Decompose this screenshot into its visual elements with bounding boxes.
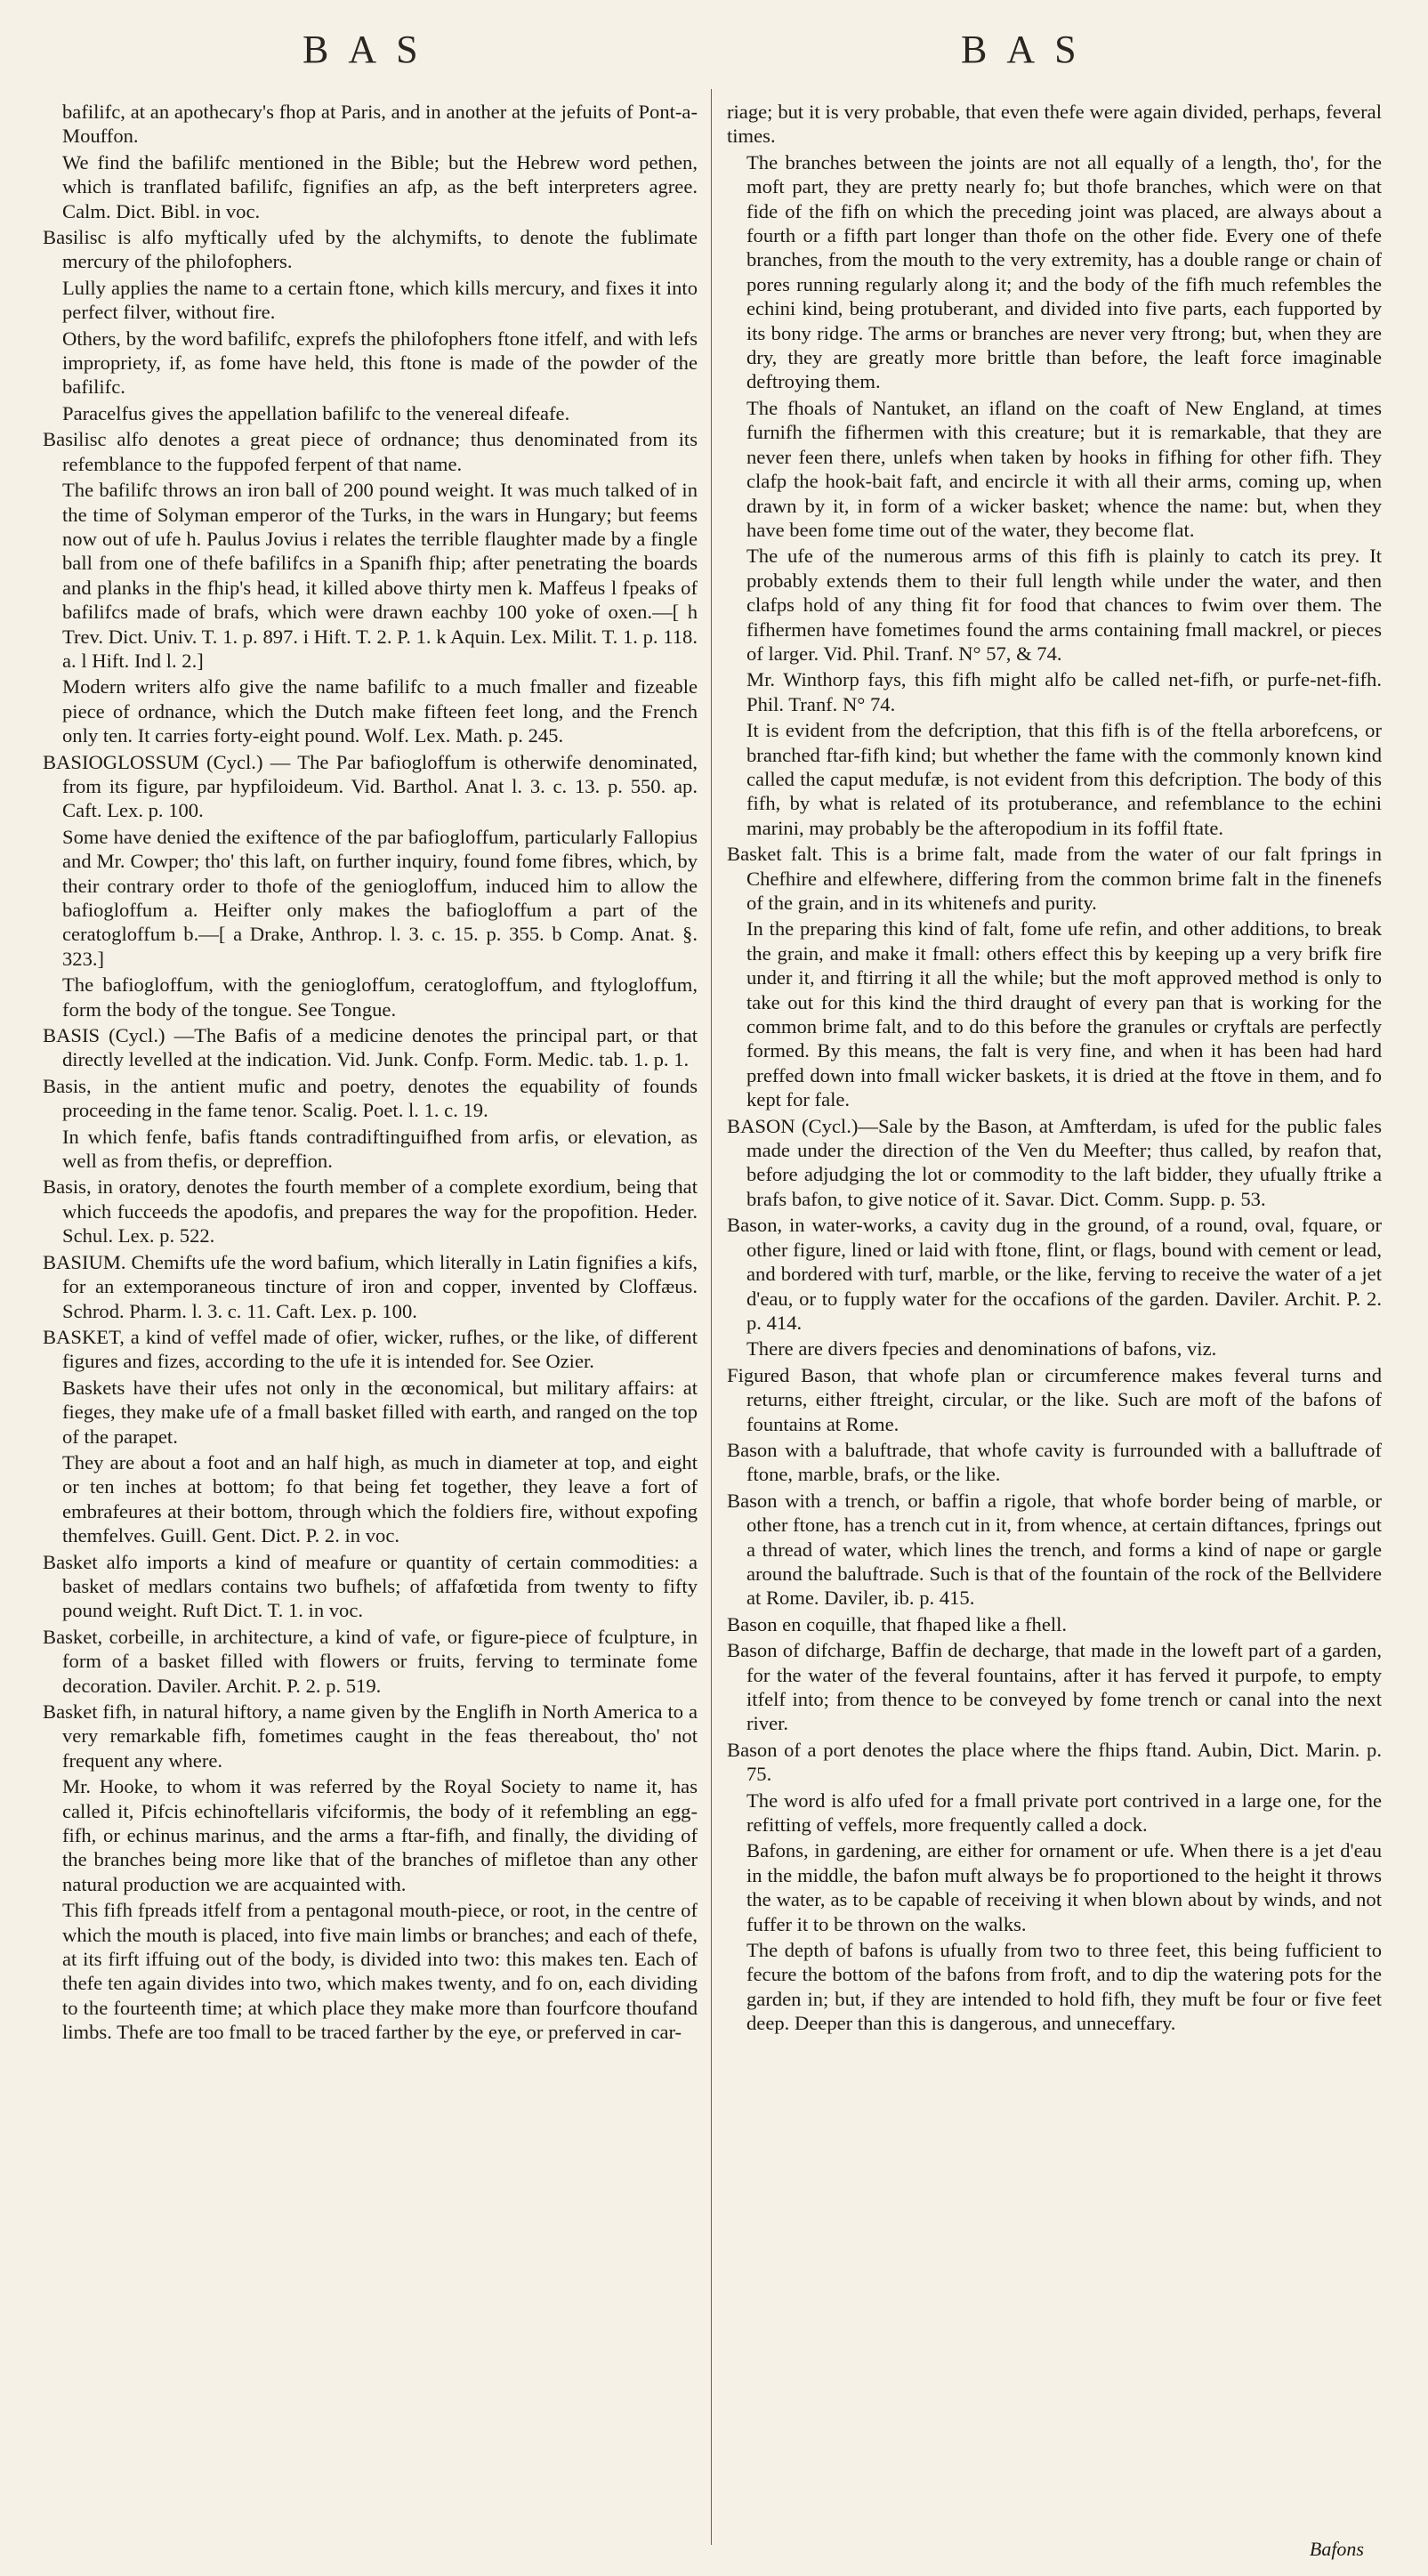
entry-paragraph: BASON (Cycl.)—Sale by the Bason, at Amfterdam, is ufed for the public fales made under the direction of the Ven du Meefter; thus called, by reafon that, before adjudging the lot or commodity to the laft bidder, they ufually ftrike a brafs bafon, to give notice of it. Savar. Dict. Comm. Supp. p. 53. (727, 1114, 1382, 1210)
entry-paragraph: Figured Bason, that whofe plan or circumference makes feveral turns and returns, either ftreight, circular, or the like. Such are moft of the bafons of fountains at Rome. (727, 1363, 1382, 1435)
entry-paragraph: Bason, in water-works, a cavity dug in the ground, of a round, oval, fquare, or other figure, lined or laid with ftone, flint, or flags, bound with cement or lead, and bordered with turf, marble, or the like, ferving to receive the water of a jet d'eau, or to fupply water for the occafions of the garden. Daviler. Archit. P. 2. p. 414. (727, 1214, 1382, 1334)
text-paragraph: It is evident from the defcription, that this fifh is of the ftella arborefcens, or branched ftar-fifh kind; but whether the fame with the commonly known kind called the caput medufæ, is not evident from this defcription. The body of this fifh, by what is related of its protuberance, and refemblance to the echini marini, may probably be the afteropodium in its foffil ftate. (746, 719, 1382, 839)
text-paragraph: Paracelfus gives the appellation bafilifc to the venereal difeafe. (62, 401, 570, 424)
text-paragraph: The fhoals of Nantuket, an ifland on the coaft of New England, at times furnifh the fifhermen with this creature; but it is remarkable, that they are never feen there, unlefs when taken by hooks in fifhing for other fifh. They clafp the hook-bait faft, and encircle it with all their arms, coming up, when drawn by it, in form of a wicker basket; whence the name: but, when they have been fome time out of the water, they become flat. (746, 396, 1382, 541)
text-paragraph: Baskets have their ufes not only in the œconomical, but military affairs: at fieges, they make ufe of a fmall basket filled with earth, and ranged on the top of the parapet. (62, 1376, 698, 1448)
entry-paragraph: Basilisc is alfo myftically ufed by the alchymifts, to denote the fublimate mercury of the philofophers. (43, 226, 698, 273)
entry-paragraph: BASKET, a kind of veffel made of ofier, wicker, rufhes, or the like, of different figures and fizes, according to the ufe it is intended for. See Ozier. (43, 1325, 698, 1373)
text-paragraph: Lully applies the name to a certain ftone, which kills mercury, and fixes it into perfect filver, without fire. (62, 276, 698, 324)
running-head-left: BAS (303, 28, 438, 71)
entry-paragraph: Basket, corbeille, in architecture, a kind of vafe, or figure-piece of fculpture, in form of a basket filled with flowers or fruits, ferving to terminate fome decoration. Daviler. Archit. P. 2. p. 519. (43, 1625, 698, 1697)
entry-paragraph: Basis, in oratory, denotes the fourth member of a complete exordium, being that which fucceeds the apodofis, and prepares the way for the propofition. Heder. Schul. Lex. p. 522. (43, 1175, 698, 1248)
text-paragraph: Bafons, in gardening, are either for ornament or ufe. When there is a jet d'eau in the middle, the bafon muft always be fo proportioned to the height it throws the water, as to be capable of receiving it when blown about by winds, and not fuffer it to be thrown on the walks. (746, 1839, 1382, 1935)
column-divider (711, 89, 712, 2545)
text-paragraph: The branches between the joints are not all equally of a length, tho', for the moft part, they are pretty nearly fo; but thofe branches, which were on that fide of the fifh on which the preceding joint was placed, are always about a fourth or a fifth part longer than thofe on the other fide. Every one of thefe branches, from the mouth to the very extremity, has a double range or chain of pores running regularly along it; and the body of the fifh much refembles the echini kind, being protuberant, and divided into five parts, each fupported by its bony ridge. The arms or branches are never very ftrong; but, when they are dry, they are greatly more brittle than before, the leaft force imaginable deftroying them. (746, 150, 1382, 393)
text-paragraph: There are divers fpecies and denominations of bafons, viz. (746, 1337, 1217, 1361)
entry-paragraph: Bason with a baluftrade, that whofe cavity is furrounded with a balluftrade of ftone, marble, brafs, or the like. (727, 1438, 1382, 1486)
entry-paragraph: Bason with a trench, or baffin a rigole, that whofe border being of marble, or other ftone, has a trench cut in it, from whence, at certain diftances, fprings out a thread of water, which lines the trench, and forms a kind of nape or gargle around the baluftrade. Such is that of the fountain of the rock of the Bellvidere at Rome. Daviler, ib. p. 415. (727, 1489, 1382, 1610)
running-head-right: BAS (961, 28, 1096, 71)
text-paragraph: The bafiogloffum, with the geniogloffum, ceratogloffum, and ftylogloffum, form the body of the tongue. See Tongue. (62, 973, 698, 1021)
text-paragraph: Modern writers alfo give the name bafilifc to a much fmaller and fizeable piece of ordnance, which the Dutch make fifteen feet long, and the French only ten. It carries forty-eight pound. Wolf. Lex. Math. p. 245. (62, 675, 698, 747)
entry-paragraph: BASIOGLOSSUM (Cycl.) — The Par bafiogloffum is otherwife denominated, from its figure, par hypfiloideum. Vid. Barthol. Anat l. 3. c. 13. p. 550. ap. Caft. Lex. p. 100. (43, 750, 698, 822)
entry-paragraph: Bason of a port denotes the place where the fhips ftand. Aubin, Dict. Marin. p. 75. (727, 1738, 1382, 1786)
text-paragraph: Mr. Hooke, to whom it was referred by the Royal Society to name it, has called it, Pifcis echinoftellaris vifciformis, the body of it refembling an egg-fifh, or echinus marinus, and the arms a ftar-fifh, and finally, the dividing of the branches being more like that of the branches of mifletoe than any other natural production we are acquainted with. (62, 1775, 698, 1895)
text-paragraph: This fifh fpreads itfelf from a pentagonal mouth-piece, or root, in the centre of which the mouth is placed, into five main limbs or branches; and each of thefe, at its firft iffuing out of the body, is divided into two: this makes ten. Each of thefe ten again divides into two, which makes twenty, and fo on, each dividing to the fourteenth time; at which place they make more than fourfcore thoufand limbs. Thefe are too fmall to be traced farther by the eye, or preferved in car- (62, 1899, 698, 2044)
entry-paragraph: BASIUM. Chemifts ufe the word bafium, which literally in Latin fignifies a kifs, for an extemporaneous tincture of iron and copper, invented by Cloffæus. Schrod. Pharm. l. 3. c. 11. Caft. Lex. p. 100. (43, 1250, 698, 1322)
entry-paragraph: Bason of difcharge, Baffin de decharge, that made in the loweft part of a garden, for the water of the feveral fountains, after it has ferved it purpofe, to empty itfelf into; from thence to be conveyed by fome trench or canal into the next river. (727, 1639, 1382, 1735)
text-paragraph: The word is alfo ufed for a fmall private port contrived in a large one, for the refitting of veffels, more frequently called a dock. (746, 1789, 1382, 1837)
catchword: Bafons (1309, 2538, 1364, 2560)
text-paragraph: bafilifc, at an apothecary's fhop at Paris, and in another at the jefuits of Pont-a-Mouffon. (62, 101, 698, 148)
text-paragraph: We find the bafilifc mentioned in the Bible; but the Hebrew word pethen, which is tranflated bafilifc, fignifies an afp, as the beft interpreters agree. Calm. Dict. Bibl. in voc. (62, 150, 698, 222)
text-paragraph: riage; but it is very probable, that even thefe were again divided, perhaps, feveral times. (727, 101, 1382, 148)
entry-paragraph: Basis, in the antient mufic and poetry, denotes the equability of founds proceeding in the fame tenor. Scalig. Poet. l. 1. c. 19. (43, 1074, 698, 1122)
text-paragraph: In which fenfe, bafis ftands contradiftinguifhed from arfis, or elevation, as well as from thefis, or depreffion. (62, 1125, 698, 1173)
text-paragraph: The ufe of the numerous arms of this fifh is plainly to catch its prey. It probably extends them to their full length while under the water, and then clafps hold of any thing fit for food that chances to fwim over them. The fifhermen have fometimes found the arms containing fmall mackrel, or pieces of larger. Vid. Phil. Tranf. N° 57, & 74. (746, 545, 1382, 665)
entry-paragraph: Basket falt. This is a brime falt, made from the water of our falt fprings in Chefhire and elfewhere, differing from the common brime falt in the finenefs of the grain, and in its whitenefs and purity. (727, 843, 1382, 914)
entry-paragraph: Basket alfo imports a kind of meafure or quantity of certain commodities: a basket of medlars contains two bufhels; of affafœtida from twenty to fifty pound weight. Ruft Dict. T. 1. in voc. (43, 1550, 698, 1622)
entry-paragraph: Basilisc alfo denotes a great piece of ordnance; thus denominated from its refemblance to the fuppofed ferpent of that name. (43, 428, 698, 475)
text-paragraph: They are about a foot and an half high, as much in diameter at top, and eight or ten inches at bottom; fo that being fet together, they leave a fort of embrafeures at their bottom, through which the foldiers fire, without expofing themfelves. Guill. Gent. Dict. P. 2. in voc. (62, 1450, 698, 1547)
text-paragraph: The depth of bafons is ufually from two to three feet, this being fufficient to fecure the bottom of the bafons from froft, and to dip the watering pots for the garden in; but, if they are intended to hold fifh, they muft be four or five feet deep. Deeper than this is dangerous, and unneceffary. (746, 1939, 1382, 2035)
text-paragraph: Mr. Winthorp fays, this fifh might alfo be called net-fifh, or purfe-net-fifh. Phil. Tranf. N° 74. (746, 668, 1382, 715)
text-paragraph: In the preparing this kind of falt, fome ufe refin, and other additions, to break the grain, and make it fmall: others effect this by keeping up a very brifk fire under it, and ftirring it all the while; but the moft approved method is only to take out for this kind the third draught of every pan that is working for the common brime falt, and to do this before the granules or cryftals are perfectly formed. By this means, the falt is very fine, and when it has been had hard preffed down into fmall wicker baskets, it is dried at the ftove in them, and fo kept for fale. (746, 917, 1382, 1111)
left-column (43, 100, 698, 2538)
text-paragraph: Others, by the word bafilifc, exprefs the philofophers ftone itfelf, and with lefs impropriety, if, as fome have held, this ftone is made of the powder of the bafilifc. (62, 327, 698, 399)
right-column (727, 100, 1382, 2538)
entry-paragraph: Basket fifh, in natural hiftory, a name given by the Englifh in North America to a very remarkable fifh, fometimes caught in the feas thereabout, tho' not frequent any where. (43, 1700, 698, 1772)
entry-paragraph: Bason en coquille, that fhaped like a fhell. (727, 1612, 1068, 1635)
text-paragraph: Some have denied the exiftence of the par bafiogloffum, particularly Fallopius and Mr. Cowper; tho' this laft, on further inquiry, found fome fibres, which, by their contrary order to thofe of the geniogloffum, induced him to allow the bafiogloffum a. Heifter only makes the bafiogloffum a part of the ceratogloffum b.—[ a Drake, Anthrop. l. 3. c. 15. p. 355. b Comp. Anat. §. 323.] (62, 825, 698, 970)
text-paragraph: The bafilifc throws an iron ball of 200 pound weight. It was much talked of in the time of Solyman emperor of the Turks, in the wars in Hungary; but feems now out of ufe h. Paulus Jovius i relates the terrible flaughter made by a fingle ball from one of thefe bafilifcs in a Spanifh fhip; after penetrating the boards and planks in the fhip's head, it killed above thirty men k. Maffeus l fpeaks of bafilifcs made of brafs, which were drawn eachby 100 yoke of oxen.—[ h Trev. Dict. Univ. T. 1. p. 897. i Hift. T. 2. P. 1. k Aquin. Lex. Milit. T. 1. p. 118. a. l Hift. Ind l. 2.] (62, 479, 698, 672)
entry-paragraph: BASIS (Cycl.) —The Bafis of a medicine denotes the principal part, or that directly levelled at the indication. Vid. Junk. Confp. Form. Medic. tab. 1. p. 1. (43, 1024, 698, 1071)
